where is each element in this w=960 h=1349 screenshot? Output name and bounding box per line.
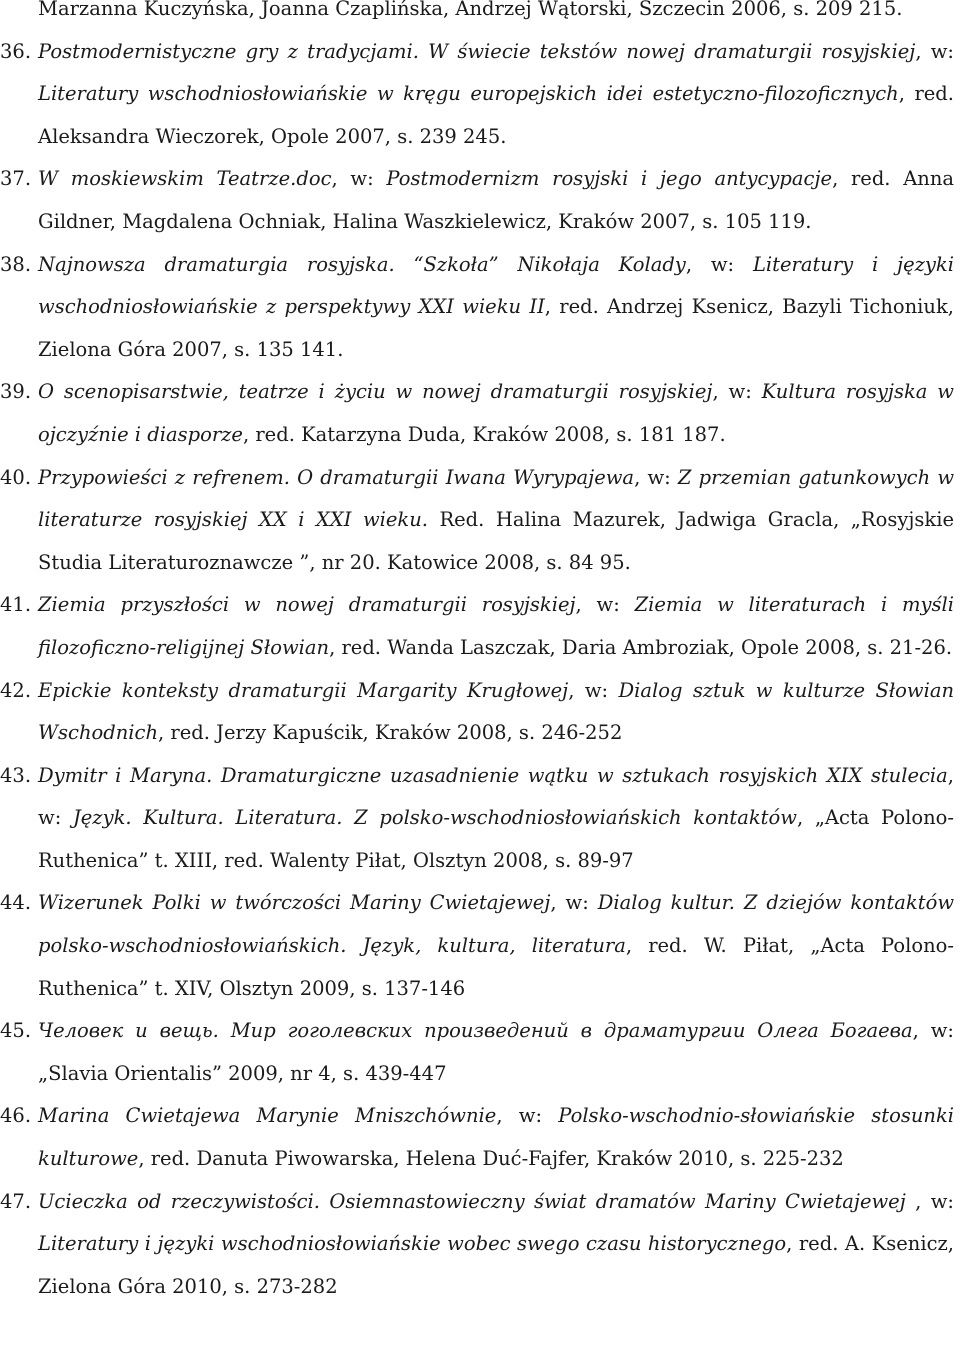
entry-number: 42. [0, 678, 32, 702]
entry-number: 43. [0, 763, 32, 787]
entry-text: Red. Halina Mazurek, Jadwiga Gracla, „Rosyjskie Studia Literaturoznawcze ”, nr 20. Katowice 2008, s. 84 95. [38, 508, 954, 574]
entry-number: 44. [0, 891, 32, 915]
entry-text: , w: [685, 252, 753, 276]
bibliography-entry [0, 882, 955, 1010]
bibliography-entry [38, 0, 954, 31]
bibliography-entry [0, 584, 954, 669]
entry-text: , w: [38, 763, 954, 830]
entry-text: , w: [568, 678, 619, 702]
entry-title-text: Человек и вещь. Мир гоголевских произведений в драматургии Олега Богаева [38, 1019, 913, 1043]
entry-title-text: Dymitr i Maryna. Dramaturgiczne uzasadnienie wątku w sztukach rosyjskich XIX stulecia [38, 763, 948, 787]
entry-text: , w: [712, 380, 762, 404]
entry-title-text: Literatury i języki wschodniosłowiańskie z perspektywy XXI wieku II [38, 252, 954, 319]
entry-text: , „Acta Polono-Ruthenica” t. XIII, red. Walenty Piłat, Olsztyn 2008, s. 89-97 [38, 806, 954, 872]
entry-title-text: Literatury wschodniosłowiańskie w kręgu europejskich idei estetyczno-filozoficznych [38, 82, 899, 106]
entry-title-text: Najnowsza dramaturgia rosyjska. “Szkoła” Nikołaja Kolady [38, 252, 686, 276]
entry-text: , red. W. Piłat, „Acta Polono-Ruthenica” t. XIV, Olsztyn 2009, s. 137-146 [38, 934, 954, 1000]
entry-title-text: Postmodernizm rosyjski i jego antycypacje [386, 167, 833, 191]
entry-number: 38. [0, 252, 32, 276]
entry-number: 45. [0, 1019, 32, 1043]
entry-text: , red. Katarzyna Duda, Kraków 2008, s. 181 187. [242, 422, 726, 446]
entry-text: , red. Danuta Piwowarska, Helena Duć-Fajfer, Kraków 2010, s. 225-232 [138, 1147, 844, 1171]
entry-title-text: Dialog kultur. Z dziejów kontaktów polsko-wschodniosłowiańskich. Język, kultura, literatura [38, 891, 955, 958]
entry-number: 46. [0, 1104, 32, 1128]
entry-title-text: Dialog sztuk w kulturze Słowian Wschodnich [38, 678, 955, 745]
entry-text: , w: [915, 39, 954, 63]
entry-title-text: Z przemian gatunkowych w literaturze rosyjskiej XX i XXI wieku. [38, 465, 955, 532]
bibliography-entry [0, 670, 955, 755]
entry-title-text: Postmodernistyczne gry z tradycjami. W świecie tekstów nowej dramaturgii rosyjskiej [38, 39, 916, 63]
entry-title-text: Wizerunek Polki w twórczości Mariny Cwietajewej [38, 891, 551, 915]
entry-title-text: Literatury i języki wschodniosłowiańskie wobec swego czasu historycznego [38, 1232, 787, 1256]
entry-text: Marzanna Kuczyńska, Joanna Czaplińska, Andrzej Wątorski, Szczecin 2006, s. 209 215. [38, 0, 903, 20]
entry-title-text: Kultura rosyjska w ojczyźnie i diasporze [38, 380, 954, 446]
entry-number: 39. [0, 380, 32, 404]
entry-text: , red. Anna Gildner, Magdalena Ochniak, Halina Waszkielewicz, Kraków 2007, s. 105 119. [38, 167, 955, 233]
entry-title-text: Ziemia przyszłości w nowej dramaturgii rosyjskiej [38, 593, 576, 617]
entry-text: , red. A. Ksenicz, Zielona Góra 2010, s. 273-282 [38, 1232, 954, 1298]
bibliography-entry [0, 755, 954, 883]
entry-title-text: Język. Kultura. Literatura. Z polsko-wschodniosłowiańskich kontaktów [72, 806, 797, 830]
entry-title-text: O scenopisarstwie, teatrze i życiu w nowej dramaturgii rosyjskiej [38, 380, 713, 404]
entry-text: , red. Jerzy Kapuścik, Kraków 2008, s. 246-252 [158, 721, 623, 745]
bibliography-entry [0, 244, 954, 372]
entry-text: , w: „Slavia Orientalis” 2009, nr 4, s. 439-447 [38, 1019, 954, 1085]
bibliography-entry [0, 371, 954, 456]
entry-text: , w: [331, 167, 387, 191]
bibliography-entry [0, 158, 955, 243]
bibliography-entry [0, 1010, 954, 1095]
entry-title-text: Epickie konteksty dramaturgii Margarity Krugłowej [38, 678, 569, 702]
bibliography-entry [0, 31, 954, 159]
entry-number: 41. [0, 593, 32, 617]
entry-title-text: Marina Cwietajewa Marynie Mniszchównie [38, 1104, 497, 1128]
entry-text: , red. Andrzej Ksenicz, Bazyli Tichoniuk, Zielona Góra 2007, s. 135 141. [38, 295, 954, 361]
entry-text: , red. Wanda Laszczak, Daria Ambroziak, Opole 2008, s. 21-26. [329, 635, 953, 659]
entry-title-text: Ucieczka od rzeczywistości. Osiemnastowieczny świat dramatów Mariny Cwietajewej [38, 1189, 906, 1213]
entry-text: , w: [905, 1189, 954, 1213]
entry-text: , w: [550, 891, 598, 915]
entry-text: , w: [575, 593, 635, 617]
entry-title-text: W moskiewskim Teatrze.doc [38, 167, 332, 191]
entry-text: , w: [634, 465, 678, 489]
bibliography-entry [0, 1095, 955, 1180]
entry-number: 40. [0, 465, 32, 489]
bibliography-entry [0, 457, 955, 585]
entry-title-text: Polsko-wschodnio-słowiańskie stosunki kulturowe [38, 1104, 955, 1171]
entry-number: 47. [0, 1189, 32, 1213]
entry-title-text: Ziemia w literaturach i myśli filozoficzno-religijnej Słowian [38, 593, 954, 659]
bibliography-entry [0, 1181, 954, 1309]
entry-number: 37. [0, 167, 32, 191]
entry-text: , red. Aleksandra Wieczorek, Opole 2007, s. 239 245. [38, 82, 954, 148]
entry-title-text: Przypowieści z refrenem. O dramaturgii Iwana Wyrypajewa [38, 465, 635, 489]
entry-number: 36. [0, 39, 32, 63]
entry-text: , w: [496, 1104, 559, 1128]
